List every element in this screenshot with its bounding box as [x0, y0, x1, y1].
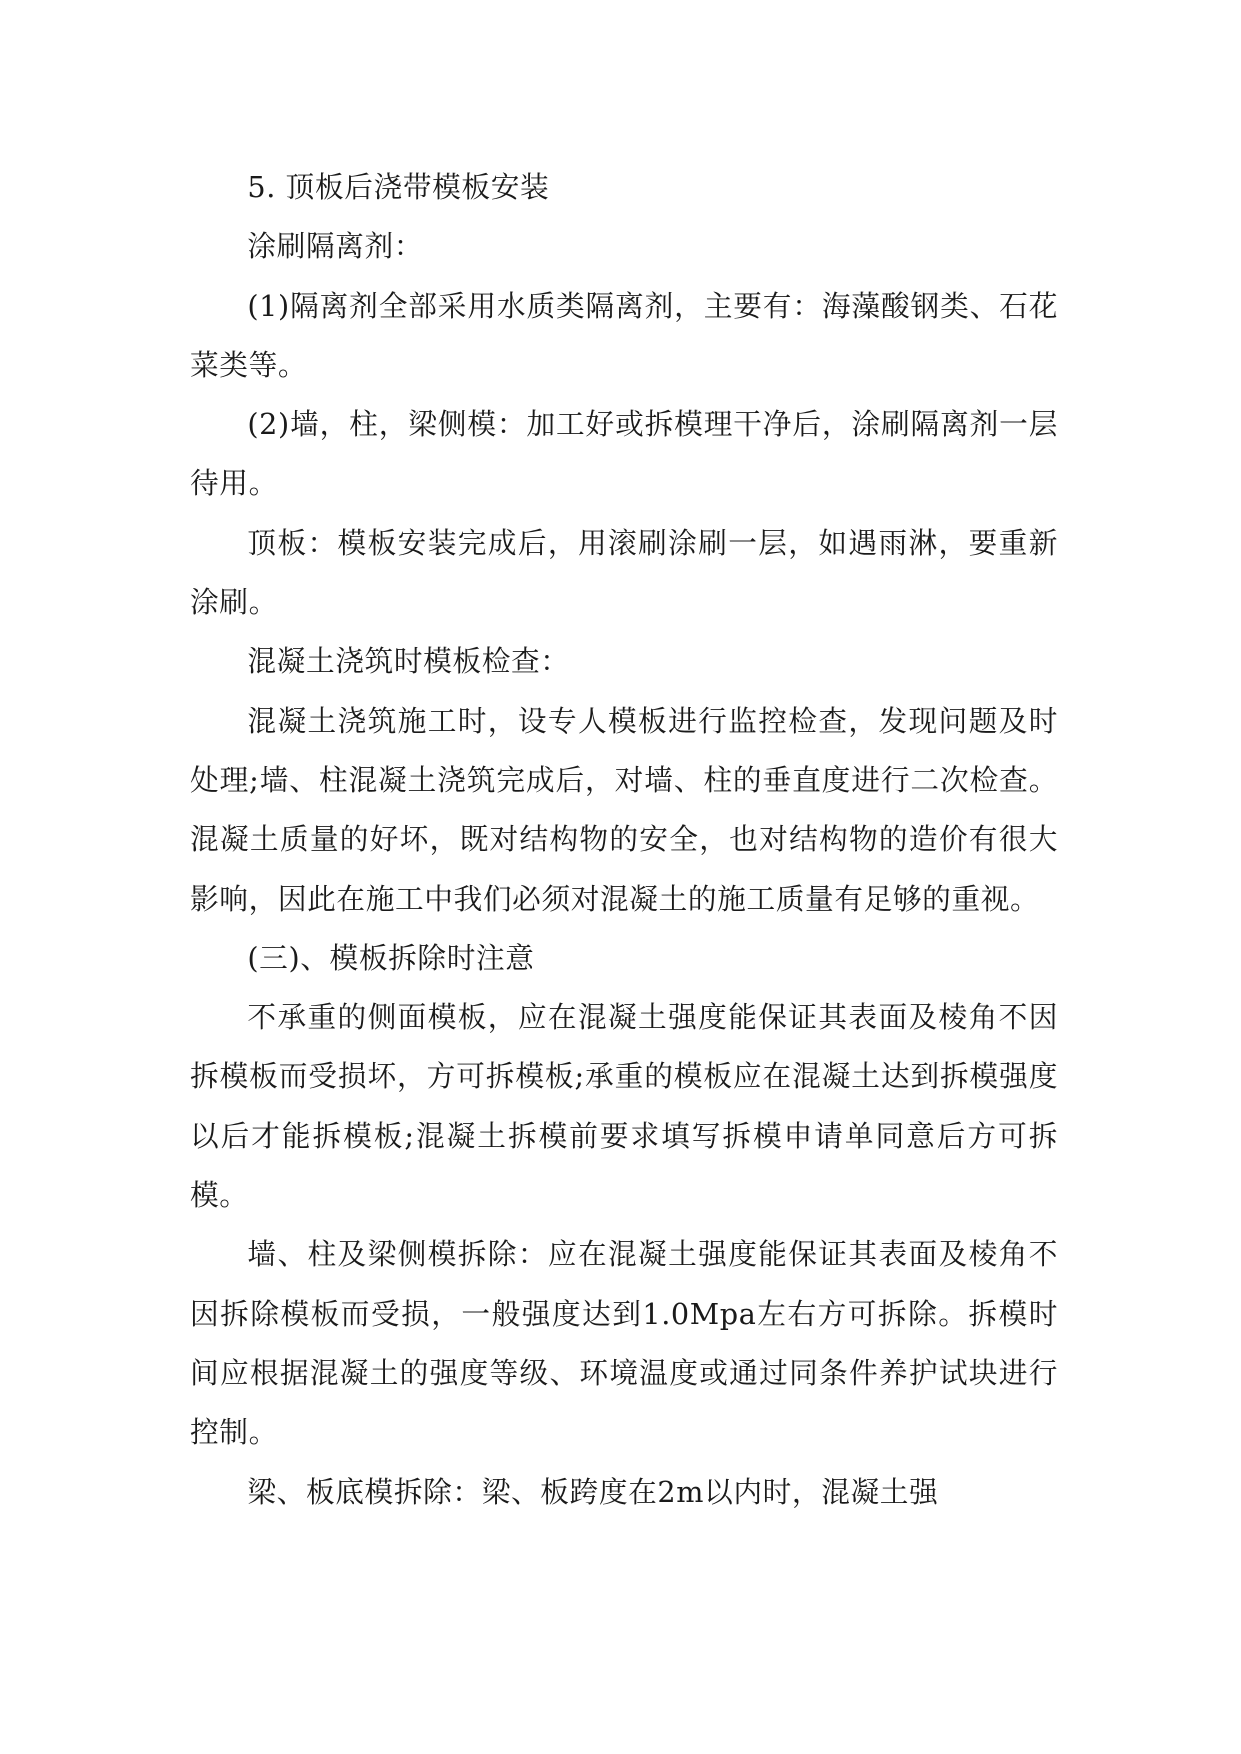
paragraph-release-agent-type: (1)隔离剂全部采用水质类隔离剂，主要有：海藻酸钢类、石花菜类等。: [190, 288, 1058, 382]
paragraph-wall-column-removal: 墙、柱及梁侧模拆除：应在混凝土强度能保证其表面及棱角不因拆除模板而受损，一般强度达到1.0Mpa左右方可拆除。拆模时间应根据混凝土的强度等级、环境温度或通过同条件养护试块进行控制。: [190, 1237, 1058, 1450]
document-body: [190, 158, 1058, 1522]
section-heading-top-slab-formwork: 5. 顶板后浇带模板安装: [247, 170, 550, 204]
subheading-formwork-inspection: 混凝土浇筑时模板检查：: [247, 644, 570, 679]
paragraph-top-slab-coating: 顶板：模板安装完成后，用滚刷涂刷一层，如遇雨淋，要重新涂刷。: [190, 525, 1058, 620]
section-heading-formwork-removal: (三)、模板拆除时注意: [247, 940, 535, 975]
paragraph-beam-slab-removal: 梁、板底模拆除：梁、板跨度在2m以内时，混凝土强: [247, 1474, 939, 1509]
subheading-release-agent: 涂刷隔离剂：: [247, 229, 424, 264]
paragraph-inspection-details: 混凝土浇筑施工时，设专人模板进行监控检查，发现问题及时处理;墙、柱混凝土浇筑完成后，对墙、柱的垂直度进行二次检查。混凝土质量的好坏，既对结构物的安全，也对结构物的造价有很大影响，因此在施工中我们必须对混凝土的施工质量有足够的重视。: [190, 703, 1058, 916]
paragraph-side-formwork: (2)墙，柱，梁侧模：加工好或拆模理干净后，涂刷隔离剂一层待用。: [190, 407, 1058, 501]
paragraph-non-load-bearing-removal: 不承重的侧面模板，应在混凝土强度能保证其表面及棱角不因拆模板而受损坏，方可拆模板;承重的模板应在混凝土达到拆模强度以后才能拆模板;混凝土拆模前要求填写拆模申请单同意后方可拆模。: [190, 1000, 1058, 1213]
